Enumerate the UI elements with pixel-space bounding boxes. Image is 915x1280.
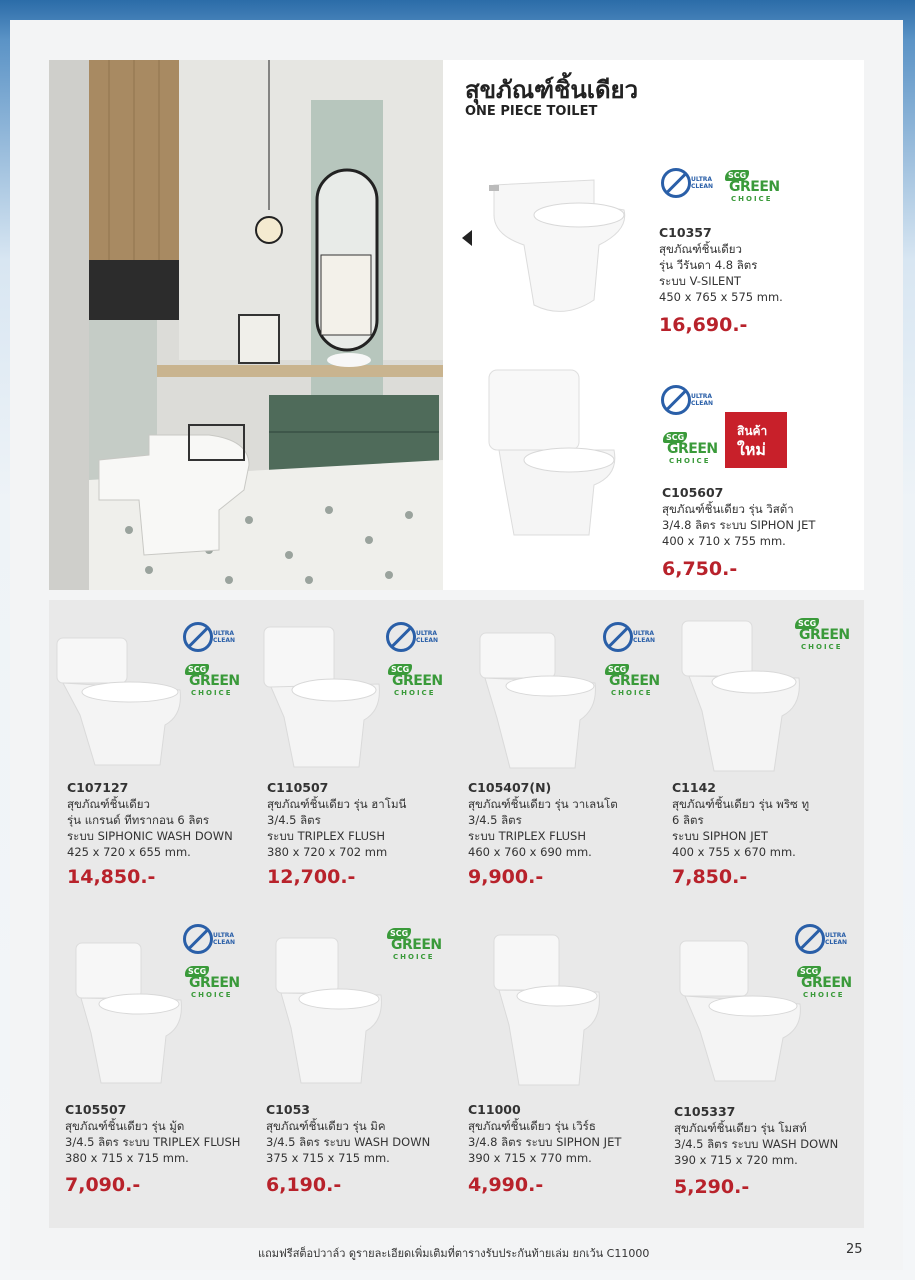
product-price: 4,990.- bbox=[468, 1174, 544, 1196]
product-description: สุขภัณฑ์ชิ้นเดียว รุ่น วาเลนโต 3/4.5 ลิตร ระบบ TRIPLEX FLUSH 460 x 760 x 690 mm. bbox=[468, 797, 618, 859]
ultra-clean-badge: ULTRA CLEAN bbox=[183, 622, 239, 660]
product-price: 7,850.- bbox=[672, 866, 748, 888]
product-description: สุขภัณฑ์ชิ้นเดียว รุ่น วิสต้า 3/4.8 ลิตร ระบบ SIPHON JET 400 x 710 x 755 mm. bbox=[662, 502, 816, 548]
product-code: C110507 bbox=[267, 780, 329, 795]
ultra-clean-badge: ULTRA CLEAN bbox=[661, 385, 717, 423]
toilet-image-c10357 bbox=[484, 175, 634, 325]
product-description: สุขภัณฑ์ชิ้นเดียว รุ่น โมสท์ 3/4.5 ลิตร ระบบ WASH DOWN 390 x 715 x 720 mm. bbox=[674, 1121, 839, 1167]
product-description: สุขภัณฑ์ชิ้นเดียว รุ่น มู้ด 3/4.5 ลิตร ระบบ TRIPLEX FLUSH 380 x 715 x 715 mm. bbox=[65, 1119, 241, 1165]
product-price: 16,690.- bbox=[659, 314, 748, 336]
product-description: สุขภัณฑ์ชิ้นเดียว รุ่น แกรนด์ ทีทรากอน 6 ลิตร ระบบ SIPHONIC WASH DOWN 425 x 720 x 655 mm. bbox=[67, 797, 233, 859]
product-description: สุขภัณฑ์ชิ้นเดียว รุ่น มิค 3/4.5 ลิตร ระบบ WASH DOWN 375 x 715 x 715 mm. bbox=[266, 1119, 431, 1165]
product-code: C1053 bbox=[266, 1102, 310, 1117]
pointer-arrow-icon bbox=[462, 230, 472, 246]
product-description: สุขภัณฑ์ชิ้นเดียว รุ่น พริซ ทู 6 ลิตร ระบบ SIPHON JET 400 x 755 x 670 mm. bbox=[672, 797, 810, 859]
scg-green-choice-badge: SCG GREEN CHOICE bbox=[185, 966, 241, 1002]
scg-green-choice-badge: SCG GREEN CHOICE bbox=[797, 966, 853, 1002]
product-price: 9,900.- bbox=[468, 866, 544, 888]
product-price: 6,190.- bbox=[266, 1174, 342, 1196]
product-description: สุขภัณฑ์ชิ้นเดียว รุ่น ฮาโมนี 3/4.5 ลิตร ระบบ TRIPLEX FLUSH 380 x 720 x 702 mm bbox=[267, 797, 407, 859]
product-code: C10357 bbox=[659, 225, 712, 240]
product-code: C105607 bbox=[662, 485, 724, 500]
new-product-badge: สินค้า ใหม่ bbox=[725, 412, 787, 468]
hero-section bbox=[49, 60, 864, 590]
bathroom-photo bbox=[49, 60, 443, 590]
scg-green-choice-badge: SCG GREEN CHOICE bbox=[387, 928, 443, 964]
toilet-image-c107127 bbox=[55, 630, 185, 770]
ultra-clean-badge: ULTRA CLEAN bbox=[183, 924, 239, 962]
scg-green-choice-badge: SCG GREEN CHOICE bbox=[725, 170, 781, 206]
scg-green-choice-badge: SCG GREEN CHOICE bbox=[795, 618, 851, 654]
toilet-image-c110507 bbox=[259, 622, 384, 772]
toilet-image-c1142 bbox=[674, 616, 804, 776]
product-code: C105337 bbox=[674, 1104, 736, 1119]
toilet-image-c105607 bbox=[484, 365, 624, 540]
product-code: C107127 bbox=[67, 780, 129, 795]
scg-green-choice-badge: SCG GREEN CHOICE bbox=[388, 664, 444, 700]
product-price: 6,750.- bbox=[662, 558, 738, 580]
product-price: 5,290.- bbox=[674, 1176, 750, 1198]
product-code: C11000 bbox=[468, 1102, 521, 1117]
ultra-clean-badge: ULTRA CLEAN bbox=[603, 622, 659, 660]
product-description: สุขภัณฑ์ชิ้นเดียว รุ่น เวิร์ธ 3/4.8 ลิตร ระบบ SIPHON JET 390 x 715 x 770 mm. bbox=[468, 1119, 622, 1165]
product-price: 7,090.- bbox=[65, 1174, 141, 1196]
product-price: 12,700.- bbox=[267, 866, 356, 888]
toilet-image-c105407n bbox=[475, 628, 600, 773]
toilet-image-c1053 bbox=[271, 933, 386, 1088]
section-title-thai: สุขภัณฑ์ชิ้นเดียว bbox=[465, 76, 639, 104]
toilet-image-c11000 bbox=[489, 930, 604, 1090]
ultra-clean-badge: ULTRA CLEAN bbox=[795, 924, 851, 962]
toilet-image-c105337 bbox=[675, 936, 805, 1086]
product-description: สุขภัณฑ์ชิ้นเดียว รุ่น วีรันดา 4.8 ลิตร ระบบ V-SILENT 450 x 765 x 575 mm. bbox=[659, 242, 783, 304]
footer-note: แถมฟรีสต็อปวาล์ว ดูรายละเอียดเพิ่มเติมที่ตารางรับประกันท้ายเล่ม ยกเว้น C11000 bbox=[258, 1247, 650, 1260]
section-title-english: ONE PIECE TOILET bbox=[465, 104, 598, 119]
ultra-clean-badge: ULTRA CLEAN bbox=[386, 622, 442, 660]
scg-green-choice-badge: SCG GREEN CHOICE bbox=[185, 664, 241, 700]
toilet-image-c105507 bbox=[71, 938, 186, 1088]
ultra-clean-badge: ULTRA CLEAN bbox=[661, 168, 717, 206]
product-code: C1142 bbox=[672, 780, 716, 795]
bathroom-illustration bbox=[49, 60, 443, 590]
scg-green-choice-badge: SCG GREEN CHOICE bbox=[605, 664, 661, 700]
product-grid bbox=[49, 600, 864, 1228]
scg-green-choice-badge: SCG GREEN CHOICE bbox=[663, 432, 719, 468]
product-price: 14,850.- bbox=[67, 866, 156, 888]
product-code: C105507 bbox=[65, 1102, 127, 1117]
product-code: C105407(N) bbox=[468, 780, 552, 795]
page-number: 25 bbox=[846, 1242, 863, 1257]
